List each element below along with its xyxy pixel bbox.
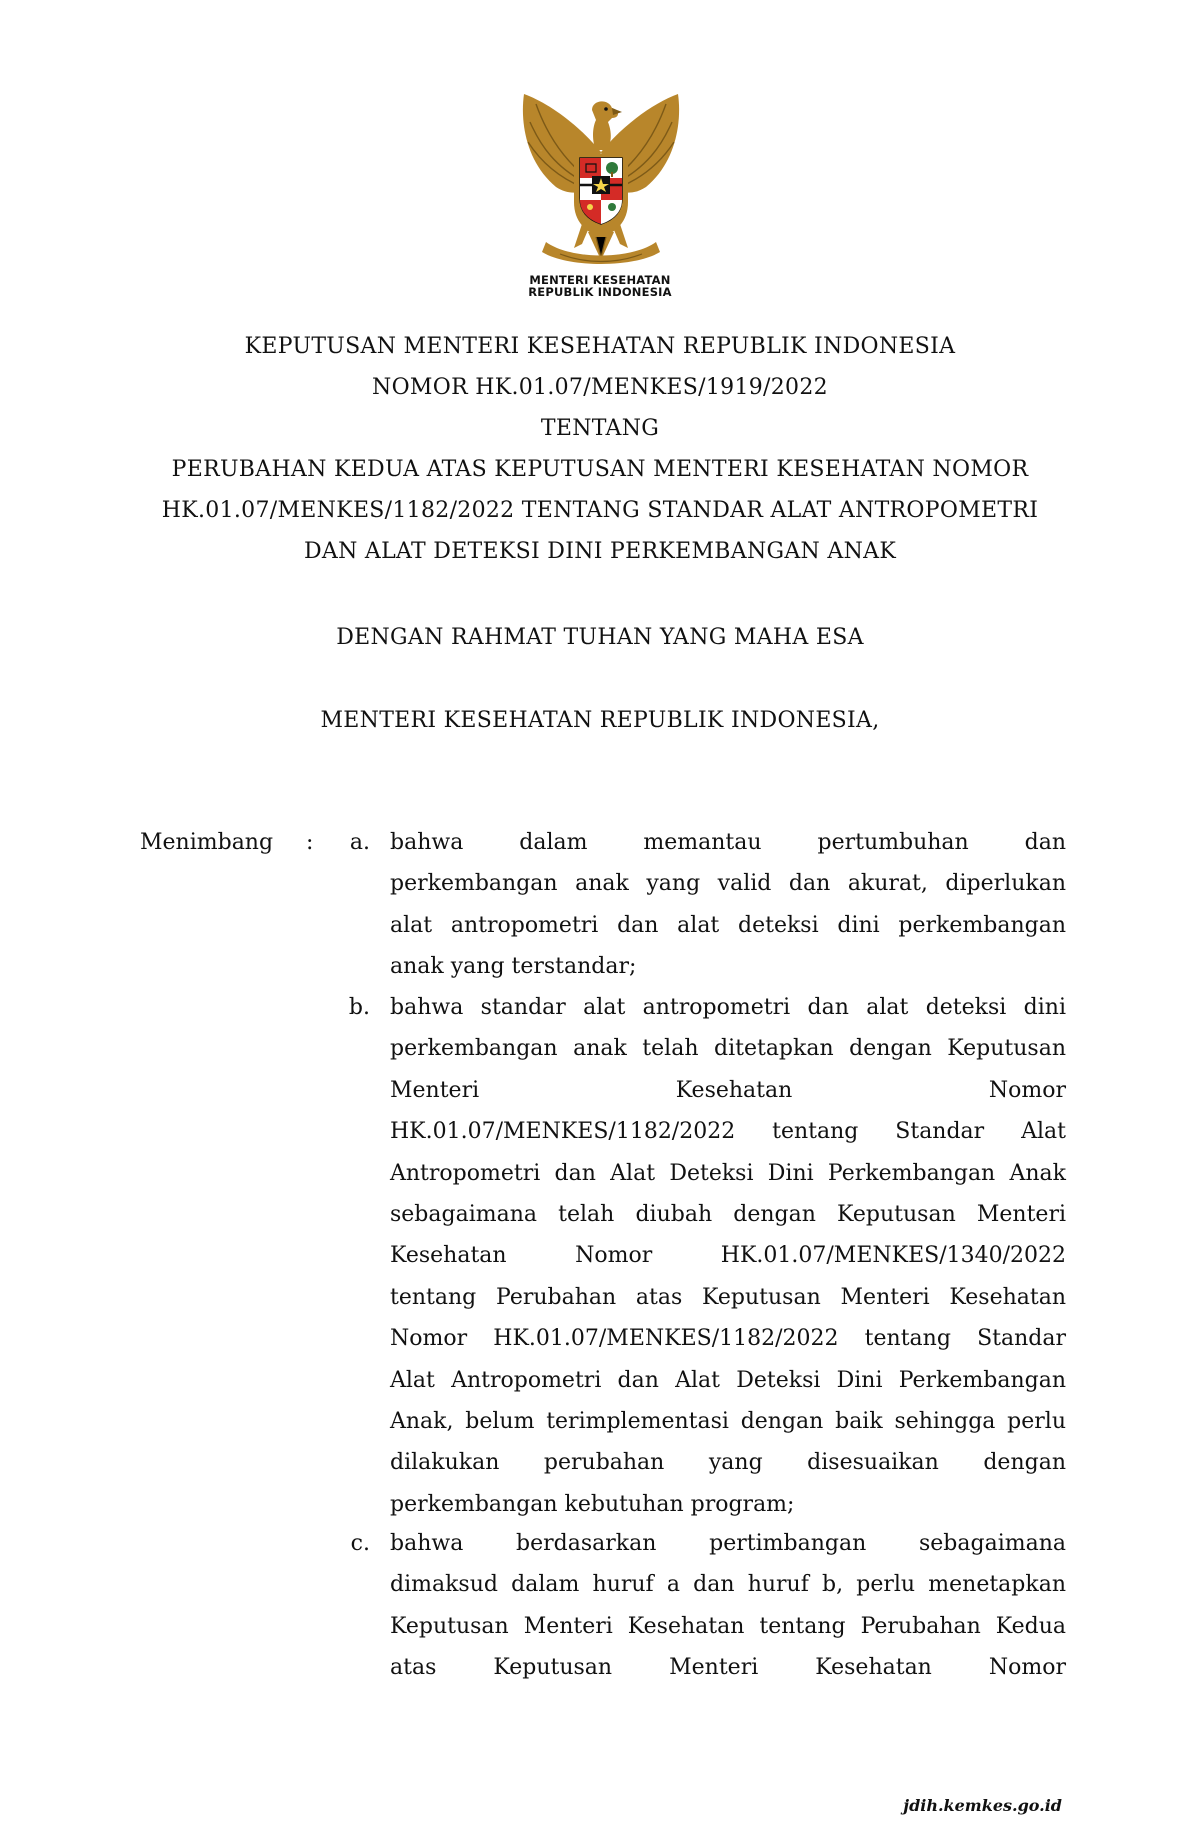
text-line: anak yang terstandar; — [390, 954, 637, 980]
item-letter: b. — [348, 995, 370, 1020]
text-line: alat antropometri dan alat deteksi dini perkembangan — [390, 912, 1066, 938]
text-line: perkembangan anak yang valid dan akurat, diperlukan — [390, 871, 1066, 897]
emblem-caption — [500, 274, 700, 298]
title-about: TENTANG — [540, 416, 660, 441]
considering-colon: : — [306, 830, 314, 855]
text-line: bahwa dalam memantau pertumbuhan dan — [390, 830, 1066, 855]
decree-number: NOMOR HK.01.07/MENKES/1919/2022 — [372, 375, 828, 400]
title-line-1: KEPUTUSAN MENTERI KESEHATAN REPUBLIK INDONESIA — [244, 334, 956, 359]
emblem-caption-line1: MENTERI KESEHATAN — [529, 273, 671, 287]
text-line: perkembangan anak telah ditetapkan dengan Keputusan — [390, 1036, 1066, 1062]
item-text — [390, 1523, 1066, 1689]
text-line: Menteri Kesehatan Nomor — [390, 1077, 1066, 1103]
text-line: bahwa berdasarkan pertimbangan sebagaimana — [390, 1531, 1066, 1556]
considering-label: Menimbang — [140, 830, 274, 855]
item-text — [390, 987, 1066, 1525]
text-line: Antropometri dan Alat Deteksi Dini Perkembangan Anak — [390, 1160, 1066, 1186]
text-line: sebagaimana telah diubah dengan Keputusan Menteri — [390, 1202, 1066, 1228]
item-text — [390, 822, 1066, 988]
text-line: Nomor HK.01.07/MENKES/1182/2022 tentang Standar — [390, 1326, 1066, 1352]
text-line: Keputusan Menteri Kesehatan tentang Perubahan Kedua — [390, 1613, 1066, 1639]
text-line: dimaksud dalam huruf a dan huruf b, perlu menetapkan — [390, 1572, 1066, 1598]
item-letter: a. — [349, 830, 370, 855]
text-line: Alat Antropometri dan Alat Deteksi Dini Perkembangan — [390, 1367, 1066, 1393]
item-letter: c. — [350, 1531, 370, 1556]
text-line: Kesehatan Nomor HK.01.07/MENKES/1340/2022 — [390, 1243, 1066, 1269]
text-line: tentang Perubahan atas Keputusan Menteri Kesehatan — [390, 1284, 1066, 1310]
title-line-5: HK.01.07/MENKES/1182/2022 TENTANG STANDAR ALAT ANTROPOMETRI — [161, 498, 1039, 523]
text-line: HK.01.07/MENKES/1182/2022 tentang Standar Alat — [390, 1119, 1066, 1145]
title-line-6: DAN ALAT DETEKSI DINI PERKEMBANGAN ANAK — [303, 539, 897, 564]
text-line: perkembangan kebutuhan program; — [390, 1491, 795, 1517]
text-line: dilakukan perubahan yang disesuaikan dengan — [390, 1450, 1066, 1476]
greeting: DENGAN RAHMAT TUHAN YANG MAHA ESA — [336, 625, 864, 650]
text-line: atas Keputusan Menteri Kesehatan Nomor — [390, 1655, 1066, 1681]
emblem-caption-line2: REPUBLIK INDONESIA — [528, 285, 672, 299]
garuda-pancasila-emblem-icon — [516, 92, 686, 270]
text-line: bahwa standar alat antropometri dan alat deteksi dini — [390, 995, 1066, 1020]
minister-title: MENTERI KESEHATAN REPUBLIK INDONESIA, — [320, 708, 880, 733]
footer-site-link[interactable]: jdih.kemkes.go.id — [903, 1796, 1062, 1815]
text-line: Anak, belum terimplementasi dengan baik sehingga perlu — [390, 1409, 1066, 1435]
title-line-4: PERUBAHAN KEDUA ATAS KEPUTUSAN MENTERI KESEHATAN NOMOR — [171, 457, 1029, 482]
decree-title — [100, 326, 1100, 572]
